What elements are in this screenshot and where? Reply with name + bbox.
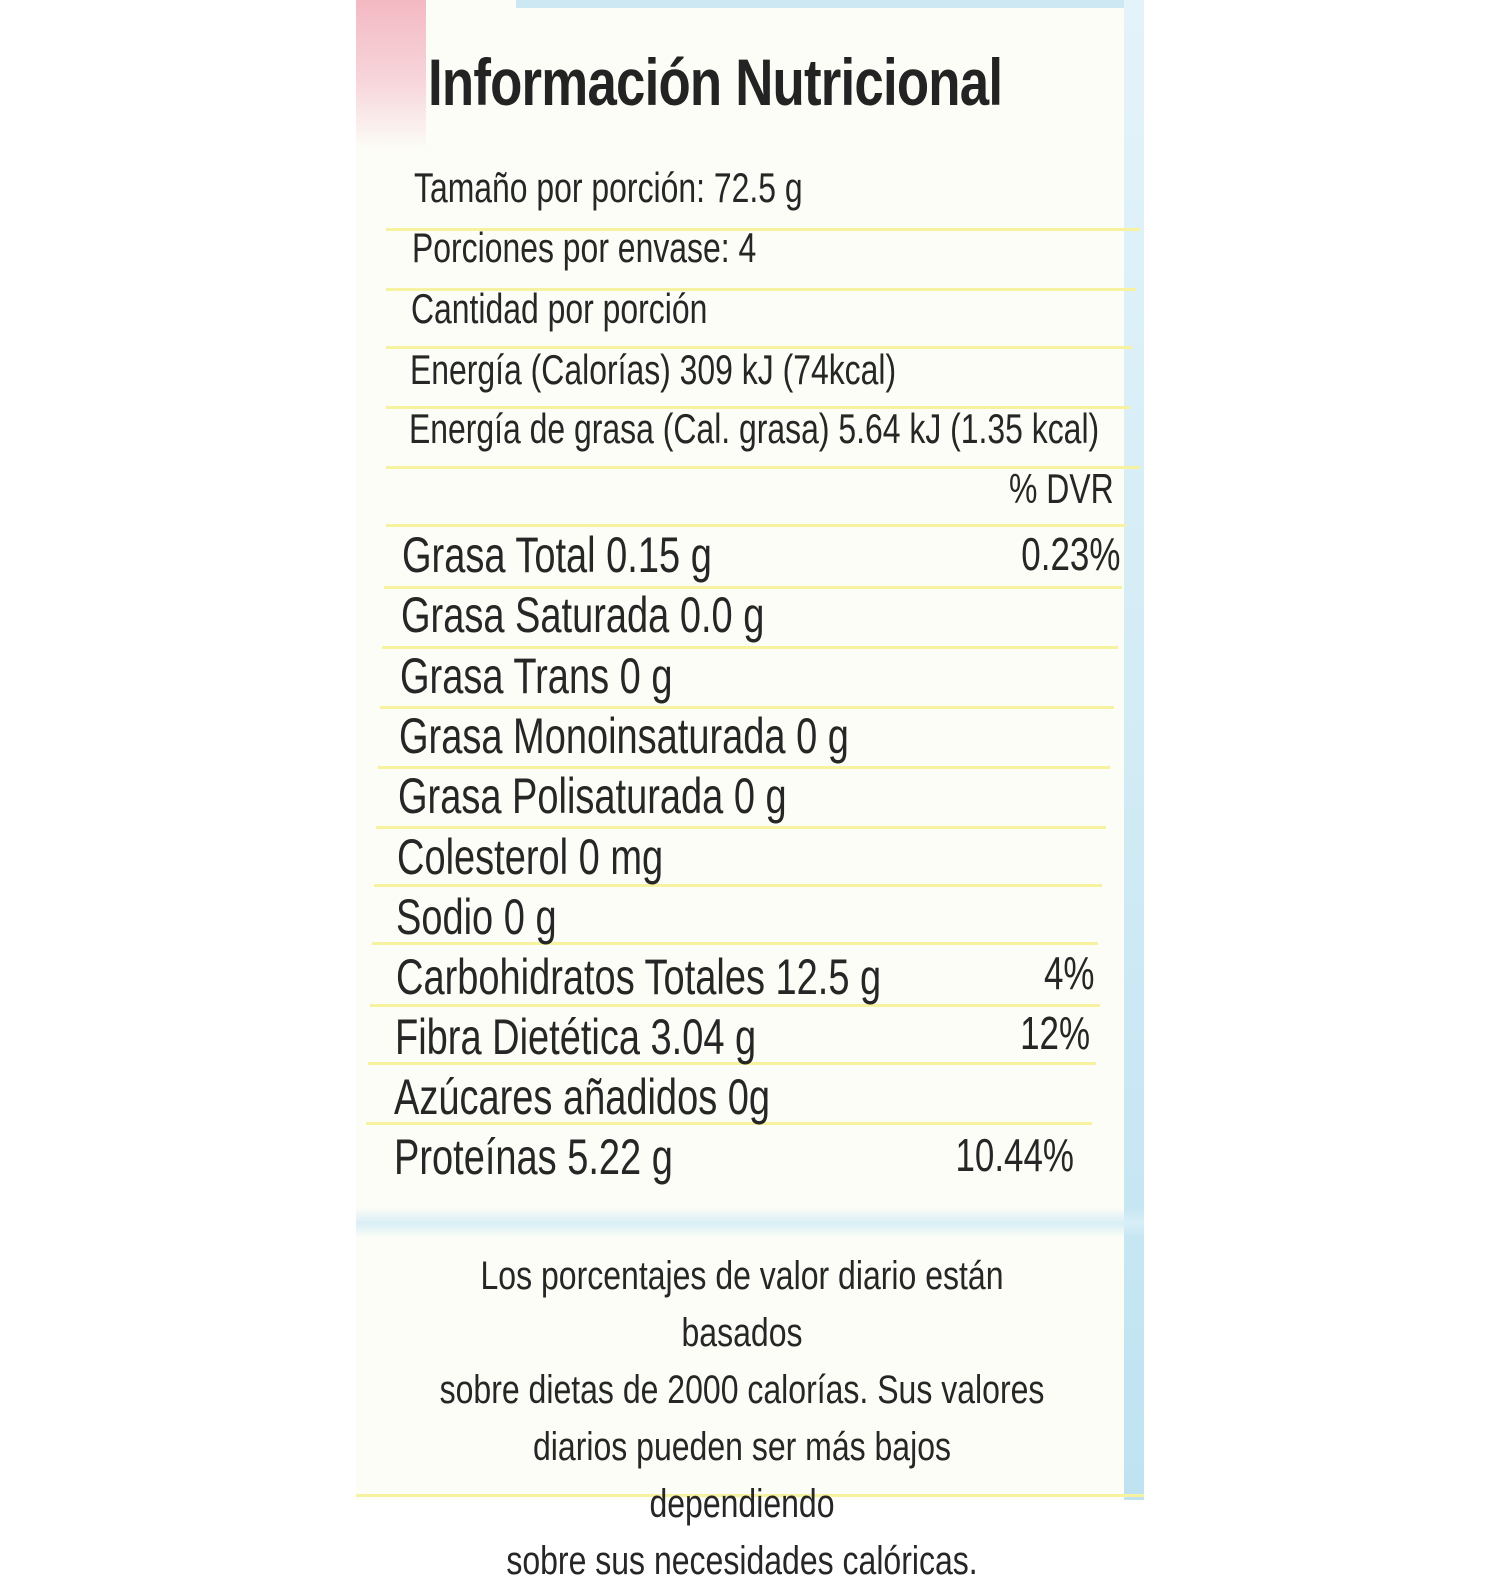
nutrient-dv: 10.44% <box>955 1129 1074 1181</box>
pink-tint <box>356 0 426 150</box>
nutrient-dv: 4% <box>1043 947 1094 999</box>
amount-per-serving: Cantidad por porción <box>411 285 708 332</box>
nutrient-row: Fibra Dietética 3.04 g <box>395 1009 757 1065</box>
nutrient-row: Grasa Total 0.15 g <box>402 527 712 583</box>
nutrition-label <box>356 0 1144 1583</box>
footnote-line: sobre dietas de 2000 calorías. Sus valores <box>439 1368 1045 1412</box>
energy-row: Energía (Calorías) 309 kJ (74kcal) <box>410 346 897 393</box>
nutrient-row: Colesterol 0 mg <box>397 829 664 885</box>
footnote-line: Los porcentajes de valor diario están basados <box>480 1254 1004 1355</box>
servings-per-container: Porciones por envase: 4 <box>412 224 757 271</box>
dv-header: % DVR <box>1009 465 1114 512</box>
energy-from-fat-row: Energía de grasa (Cal. grasa) 5.64 kJ (1.35 kcal) <box>409 405 1100 452</box>
nutrient-row: Grasa Trans 0 g <box>400 648 673 704</box>
footnote-line: sobre sus necesidades calóricas. <box>506 1539 978 1583</box>
nutrient-row: Grasa Saturada 0.0 g <box>401 587 765 643</box>
nutrient-row: Grasa Monoinsaturada 0 g <box>399 708 849 764</box>
nutrient-row: Grasa Polisaturada 0 g <box>398 768 787 824</box>
label-title: Información Nutricional <box>428 45 1003 119</box>
nutrient-row: Carbohidratos Totales 12.5 g <box>396 949 882 1005</box>
nutrient-row: Proteínas 5.22 g <box>394 1129 673 1185</box>
nutrient-row: Azúcares añadidos 0g <box>394 1069 771 1125</box>
nutrient-row: Sodio 0 g <box>396 889 557 945</box>
blue-tint-band <box>356 1208 1144 1238</box>
footnote <box>440 1248 1045 1590</box>
serving-size: Tamaño por porción: 72.5 g <box>414 164 803 211</box>
nutrient-dv: 12% <box>1020 1007 1090 1059</box>
blue-tint-top <box>516 0 1144 8</box>
footnote-line: diarios pueden ser más bajos dependiendo <box>532 1425 952 1526</box>
nutrient-dv: 0.23% <box>1020 528 1120 580</box>
blue-tint-edge <box>1124 0 1144 1500</box>
